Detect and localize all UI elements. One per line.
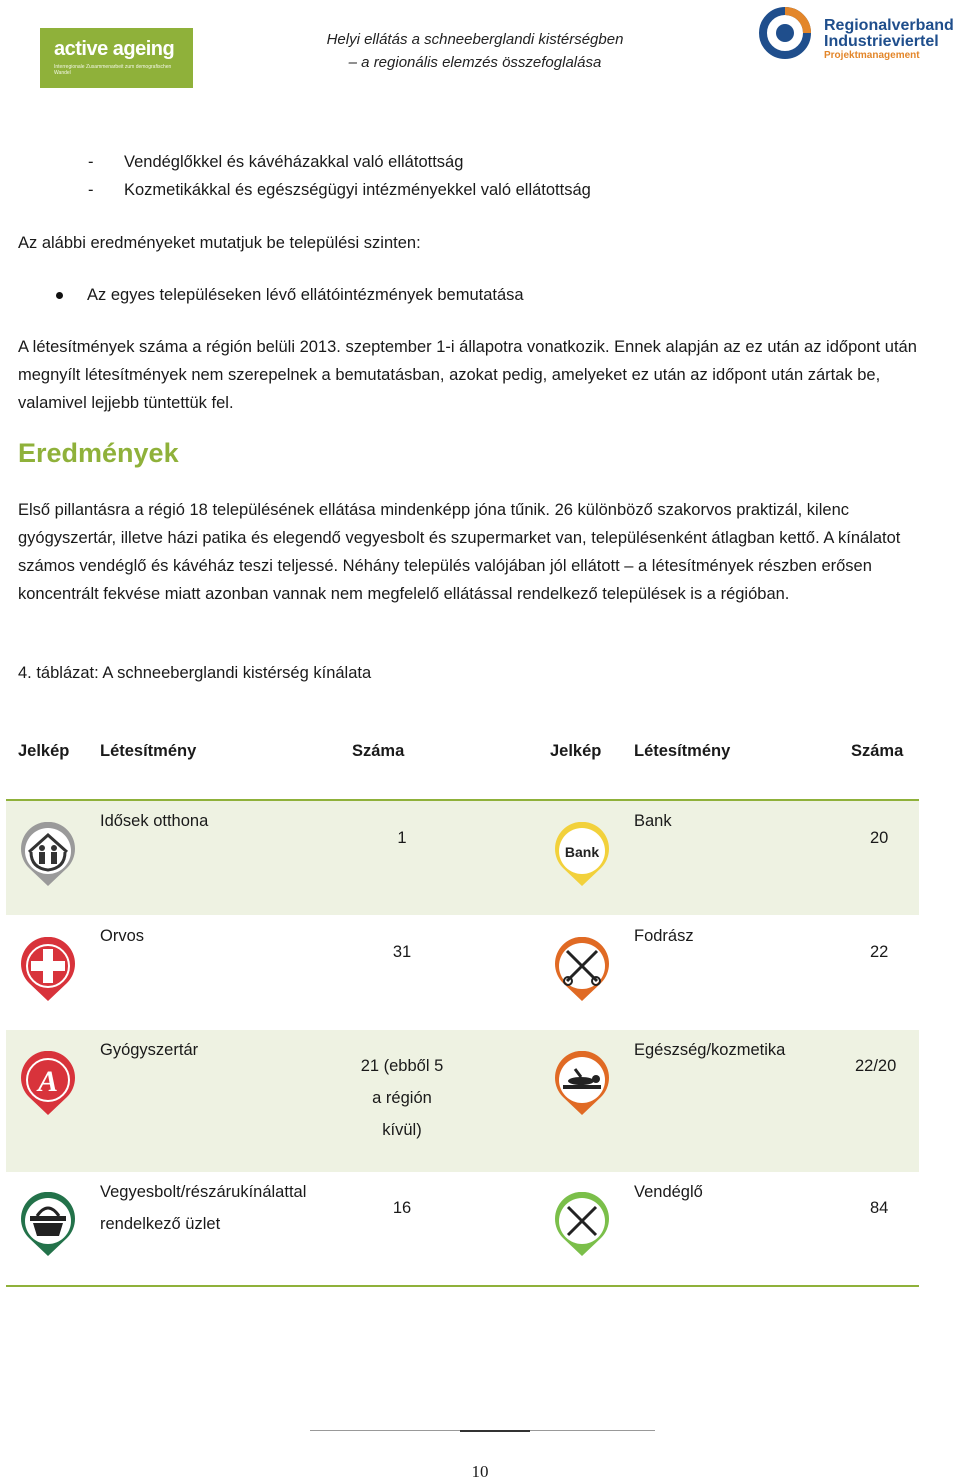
massage-icon	[553, 1051, 611, 1117]
shopping-basket-icon	[19, 1192, 77, 1258]
col-header-facility-2: Létesítmény	[634, 742, 731, 760]
bullet-dot-icon	[56, 292, 63, 299]
facility-count: 31	[392, 943, 412, 961]
regionalverband-logo: Regionalverband Industrieviertel Projektmanagement	[758, 6, 953, 70]
bank-icon	[553, 822, 611, 888]
facility-name: Fodrász	[634, 927, 694, 945]
running-header	[270, 28, 680, 74]
header-line-2: – a regionális elemzés összefoglalása	[348, 54, 602, 71]
facility-count: 1	[397, 829, 407, 847]
facility-count: 22/20	[855, 1057, 897, 1075]
table-caption: 4. táblázat: A schneeberglandi kistérség kínálata	[18, 664, 372, 682]
svg-text:A: A	[37, 1065, 59, 1098]
bullet-item: Az egyes településeken lévő ellátóintézmények bemutatása	[56, 281, 524, 309]
header-line-1: Helyi ellátás a schneeberglandi kistérségben	[326, 31, 624, 48]
facility-count: 84	[870, 1199, 889, 1217]
scissors-comb-icon	[553, 937, 611, 1003]
facility-name: Orvos	[100, 927, 145, 945]
active-ageing-logo: active ageing Interregionale Zusammenarbeit zum demografischen Wandel	[40, 28, 193, 88]
col-header-icon-2: Jelkép	[550, 742, 602, 760]
regionalverband-emblem-icon	[758, 6, 812, 60]
table-bottom-rule	[6, 1285, 919, 1287]
page-number: 10	[471, 1462, 489, 1481]
restaurant-icon	[553, 1192, 611, 1258]
col-header-count: Száma	[352, 742, 405, 760]
facility-name: Vegyesbolt/részárukínálattal rendelkező üzlet	[100, 1183, 307, 1233]
doctor-cross-icon	[19, 937, 77, 1003]
facility-count: 21 (ebből 5 a régión kívül)	[360, 1057, 444, 1139]
facility-count: 22	[870, 943, 889, 961]
intro-text: Az alábbi eredményeket mutatjuk be települési szinten:	[18, 234, 421, 252]
paragraph-scope: A létesítmények száma a régión belüli 2013. szeptember 1-i állapotra vonatkozik. Ennek alapján az ez után az időpont után megnyílt létesítmények nem szerepelnek a bemutatásban, azokat pedig, amelyeket ez után az időpont után zártak be, valamivel lejjebb tüntettük fel.	[18, 338, 917, 412]
paragraph-results: Első pillantásra a régió 18 településének ellátása mindenképp jóna tűnik. 26 különböző szakorvos praktizál, kilenc gyógyszertár, illetve házi patika és elegendő vegyesbolt és szupermarket van, településenként átlagban kettő. A kínálatot számos vendéglő és kávéház teszi teljessé. Néhány település valójában jól ellátott – a létesítmények részben erősen koncentrált fekvése miatt azonban vannak nem megfelelő ellátással rendelkező települések is a régióban.	[18, 501, 901, 603]
facility-name: Vendéglő	[634, 1183, 703, 1201]
facility-name: Gyógyszertár	[100, 1041, 199, 1059]
pharmacy-icon	[19, 1051, 77, 1117]
col-header-count-2: Száma	[851, 742, 904, 760]
facility-count: 20	[870, 829, 889, 847]
facility-count: 16	[392, 1199, 412, 1217]
col-header-facility: Létesítmény	[100, 742, 197, 760]
list-item: - Kozmetikákkal és egészségügyi intézményekkel való ellátottság	[88, 181, 591, 199]
elderly-home-icon	[19, 822, 77, 888]
list-item: - Vendéglőkkel és kávéházakkal való ellátottság	[88, 153, 464, 171]
col-header-icon: Jelkép	[18, 742, 70, 760]
footer-rule-accent	[460, 1430, 530, 1432]
svg-text:Bank: Bank	[564, 844, 600, 860]
facility-name: Idősek otthona	[100, 812, 209, 830]
facility-name: Bank	[634, 812, 672, 830]
dash-list	[88, 148, 591, 204]
facility-name: Egészség/kozmetika	[634, 1041, 786, 1059]
section-title: Eredmények	[18, 438, 179, 468]
